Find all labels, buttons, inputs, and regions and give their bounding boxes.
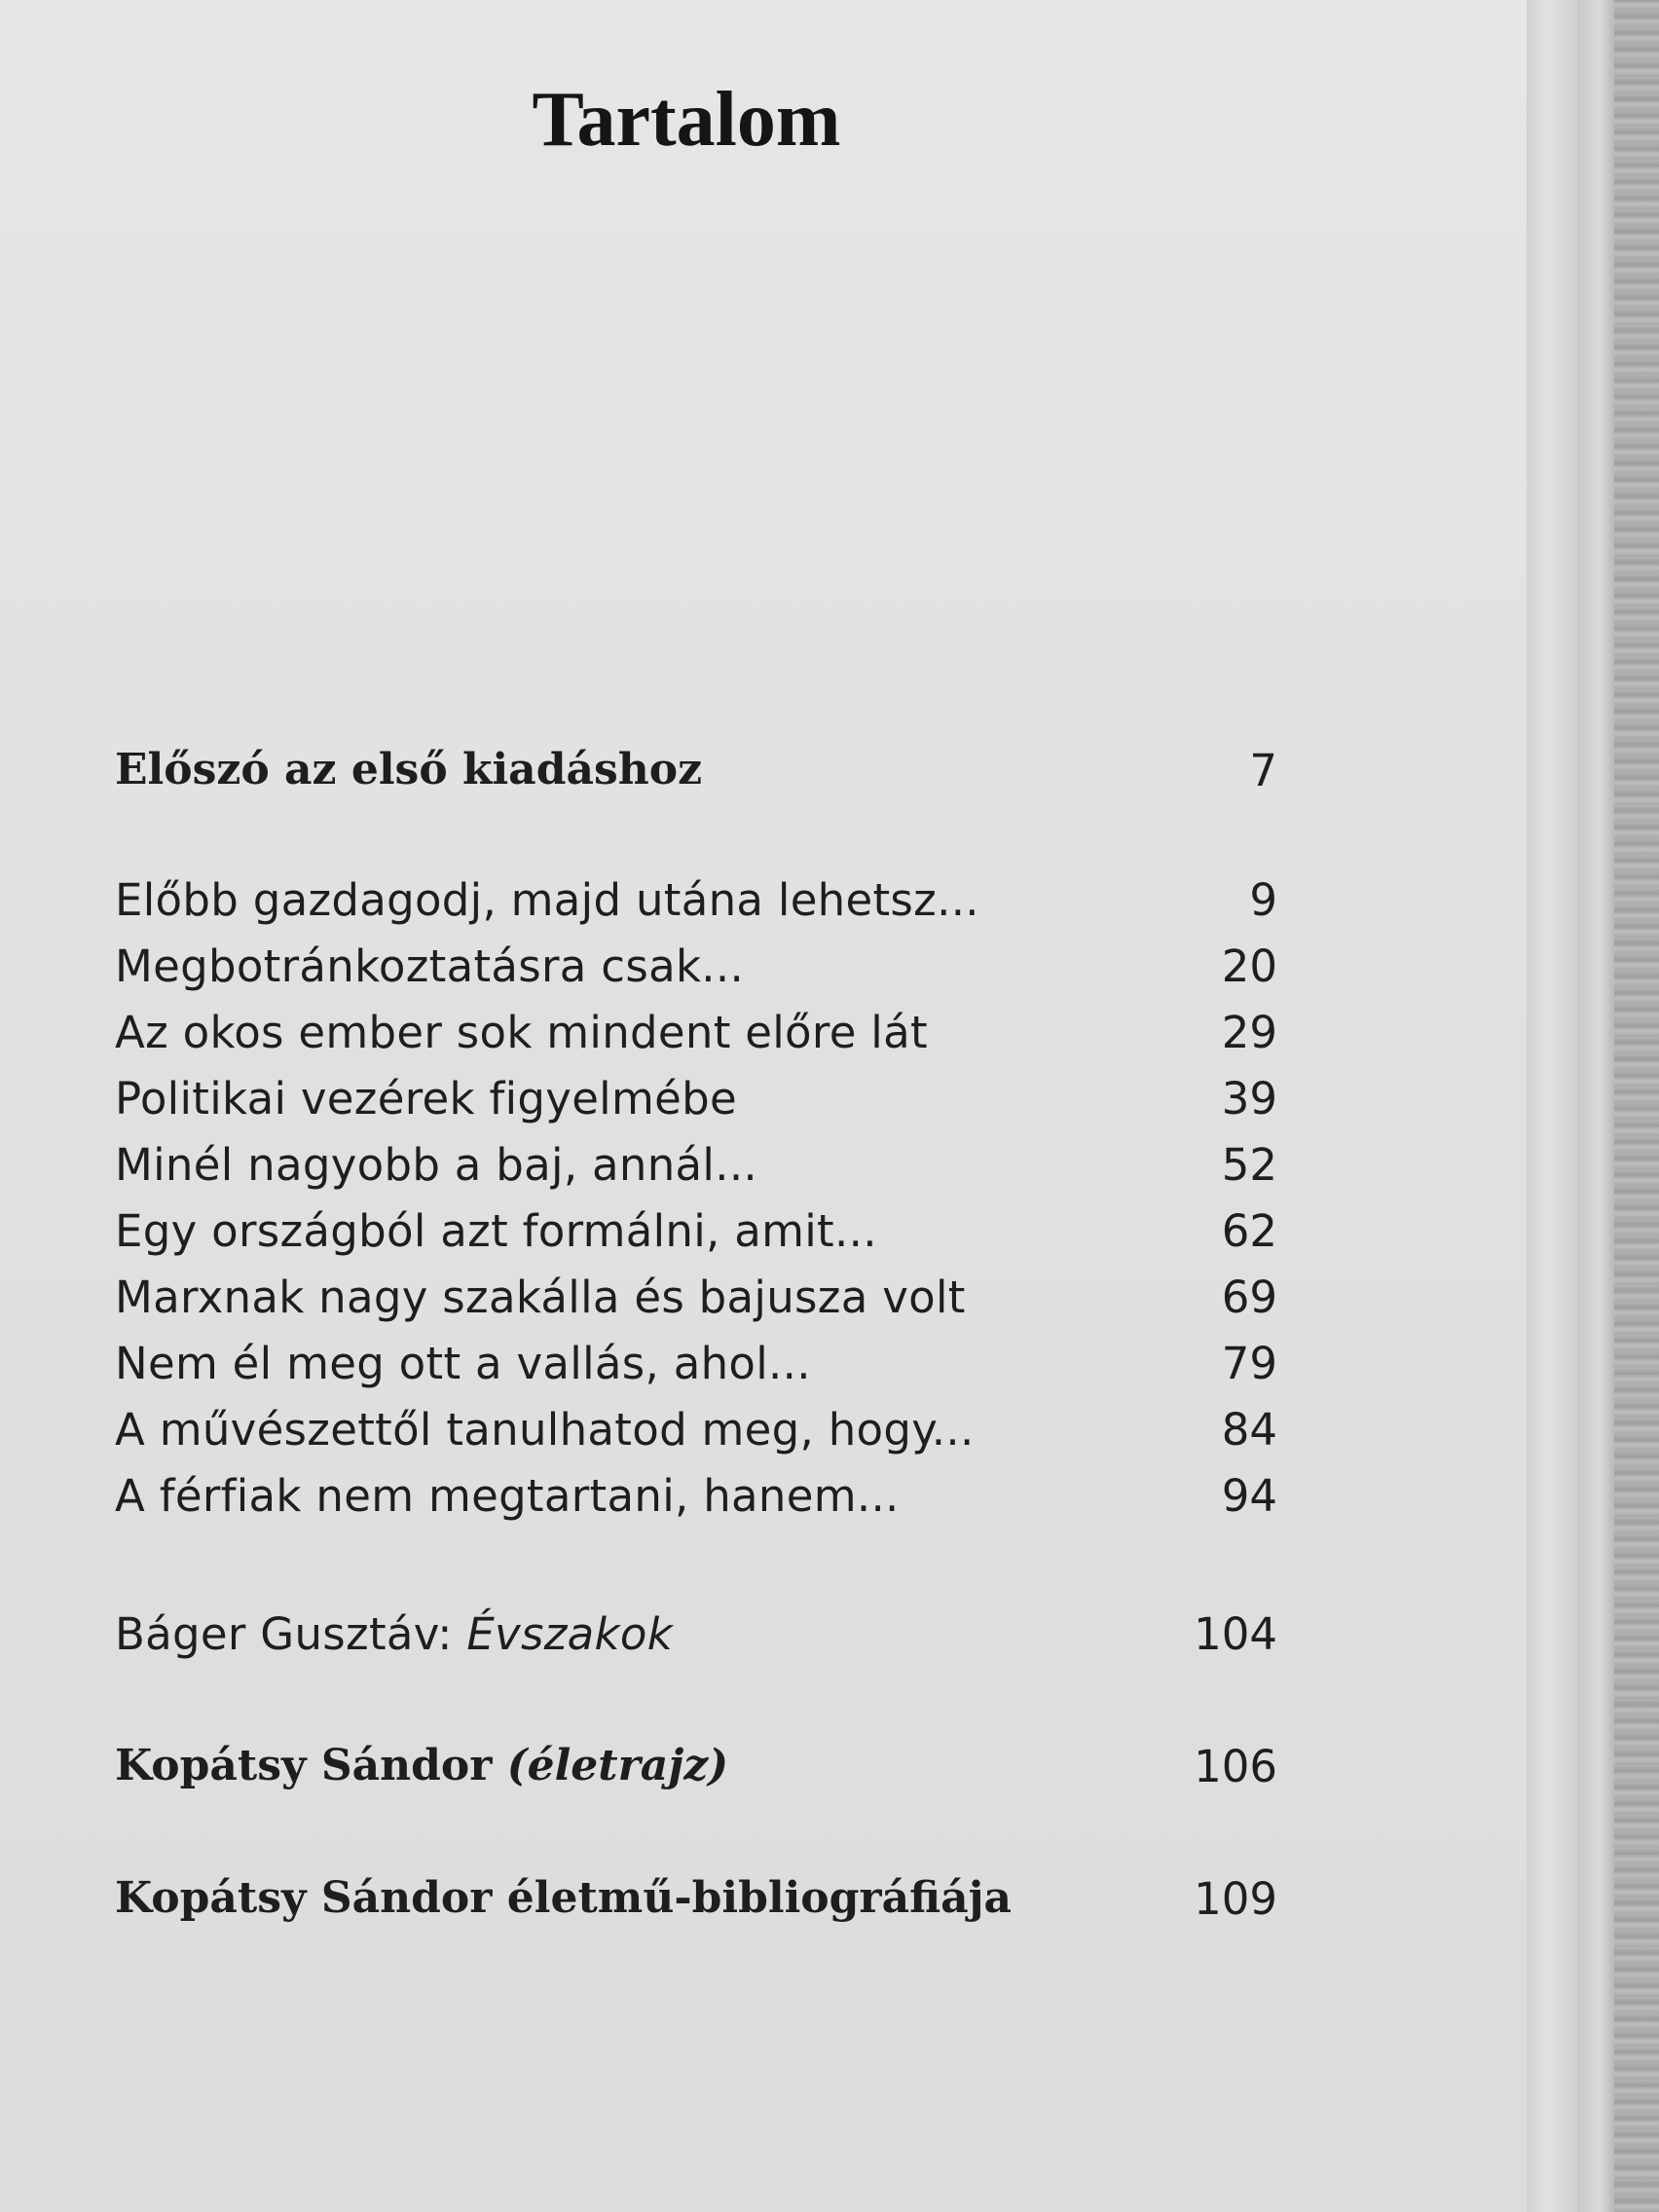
toc-entry-page: 84 xyxy=(1221,1404,1277,1456)
toc-entry xyxy=(0,1205,1527,1273)
page-stack-edge xyxy=(1577,0,1614,2212)
toc-entry-page: 52 xyxy=(1221,1139,1277,1191)
background-surface xyxy=(1614,0,1659,2212)
toc-entry-author: Kopátsy Sándor xyxy=(115,1741,507,1790)
toc-entry-title: Marxnak nagy szakálla és bajusza volt xyxy=(115,1272,966,1323)
toc-entry-title xyxy=(115,1741,728,1790)
toc-entry-title: Megbotránkoztatásra csak... xyxy=(115,940,745,992)
toc-entry-title: A férfiak nem megtartani, hanem... xyxy=(115,1470,900,1522)
toc-entry-title: Előbb gazdagodj, majd utána lehetsz... xyxy=(115,874,979,926)
toc-entry-page: 94 xyxy=(1221,1470,1277,1522)
toc-entry xyxy=(0,745,1527,813)
toc-entry xyxy=(0,874,1527,942)
toc-entry xyxy=(0,1404,1527,1472)
toc-entry-page: 62 xyxy=(1221,1205,1277,1257)
toc-entry-page: 104 xyxy=(1194,1608,1277,1660)
toc-entry-page: 106 xyxy=(1194,1741,1277,1792)
toc-entry-title: Kopátsy Sándor életmű-bibliográfiája xyxy=(115,1873,1013,1923)
toc-entry-author: Báger Gusztáv: xyxy=(115,1608,467,1660)
toc-entry-title xyxy=(115,1608,673,1660)
toc-entry xyxy=(0,940,1527,1009)
toc-entry-page: 9 xyxy=(1249,874,1277,926)
toc-entry-italic-title: Évszakok xyxy=(466,1608,674,1660)
toc-entry-page: 29 xyxy=(1221,1007,1277,1058)
toc-entry-page: 39 xyxy=(1221,1073,1277,1124)
page-edge xyxy=(1527,0,1577,2212)
toc-entry-italic-title: (életrajz) xyxy=(506,1741,729,1790)
toc-entry-page: 7 xyxy=(1249,745,1277,796)
toc-entry-page: 79 xyxy=(1221,1338,1277,1389)
toc-entry xyxy=(0,1007,1527,1075)
toc-entry xyxy=(0,1470,1527,1538)
toc-entry-title: A művészettől tanulhatod meg, hogy... xyxy=(115,1404,975,1456)
toc-entry-title: Politikai vezérek figyelmébe xyxy=(115,1073,737,1124)
toc-entry-title: Egy országból azt formálni, amit... xyxy=(115,1205,877,1257)
toc-entry-title: Előszó az első kiadáshoz xyxy=(115,745,703,794)
toc-entry xyxy=(0,1139,1527,1207)
toc-entry xyxy=(0,1073,1527,1141)
toc-entry-title: Az okos ember sok mindent előre lát xyxy=(115,1007,928,1058)
toc-entry xyxy=(0,1272,1527,1340)
toc-entry xyxy=(0,1608,1527,1677)
toc-entry-page: 20 xyxy=(1221,940,1277,992)
toc-entry-title: Nem él meg ott a vallás, ahol... xyxy=(115,1338,811,1389)
toc-entry xyxy=(0,1338,1527,1406)
toc-entry xyxy=(0,1741,1527,1809)
toc-entry-page: 109 xyxy=(1194,1873,1277,1925)
page-title: Tartalom xyxy=(532,77,841,163)
toc-entry xyxy=(0,1873,1527,1941)
toc-entry-title: Minél nagyobb a baj, annál... xyxy=(115,1139,758,1191)
toc-entry-page: 69 xyxy=(1221,1272,1277,1323)
